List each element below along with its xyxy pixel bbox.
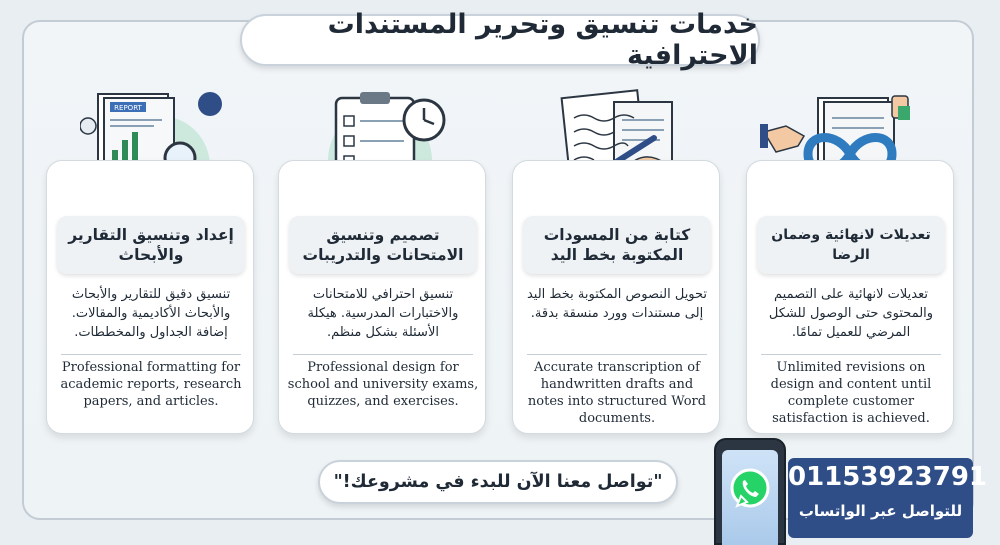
- divider: [527, 354, 707, 355]
- contact-box[interactable]: [788, 458, 987, 538]
- card-description-en: Unlimited revisions on design and content until complete customer satisfaction is achieved.: [770, 360, 932, 426]
- card-heading: كتابة من المسودات المكتوبة بخط اليد: [523, 216, 711, 274]
- card-description-ar: تنسيق دقيق للتقارير والأبحاث والأبحاث الأكاديمية والمقالات. إضافة الجداول والمخططات.: [71, 287, 231, 340]
- card-exams: [278, 160, 486, 434]
- divider: [761, 354, 941, 355]
- card-description-ar: تعديلات لانهائية على التصميم والمحتوى حتى الوصول للشكل المرضي للعميل تمامًا.: [768, 287, 934, 340]
- card-revisions: [746, 160, 954, 434]
- divider: [293, 354, 473, 355]
- whatsapp-icon: [729, 468, 771, 510]
- page-title: خدمات تنسيق وتحرير المستندات الاحترافية: [240, 14, 760, 66]
- report-label: REPORT: [114, 104, 142, 112]
- card-handwriting: [512, 160, 720, 434]
- phone-number[interactable]: 01153923791: [788, 462, 987, 492]
- card-heading: تعديلات لانهائية وضمان الرضا: [757, 216, 945, 274]
- card-description-en: Professional design for school and university exams, quizzes, and exercises.: [287, 360, 479, 409]
- card-reports: [46, 160, 254, 434]
- divider: [61, 354, 241, 355]
- phone-illustration: [714, 438, 786, 545]
- phone-screen: [722, 450, 778, 545]
- card-description-en: Professional formatting for academic reports, research papers, and articles.: [60, 360, 242, 409]
- card-description-ar: تنسيق احترافي للامتحانات والاختبارات المدرسية. هيكلة الأسئلة بشكل منظم.: [307, 287, 459, 340]
- card-description-en: Accurate transcription of handwritten drafts and notes into structured Word documents.: [527, 360, 707, 426]
- whatsapp-contact-label: للتواصل عبر الواتساب: [798, 502, 963, 520]
- call-to-action: "تواصل معنا الآن للبدء في مشروعك!": [318, 460, 678, 504]
- card-description-ar: تحويل النصوص المكتوبة بخط اليد إلى مستندات وورد منسقة بدقة.: [526, 287, 708, 321]
- card-heading: إعداد وتنسيق التقارير والأبحاث: [57, 216, 245, 274]
- card-heading: تصميم وتنسيق الامتحانات والتدريبات: [289, 216, 477, 274]
